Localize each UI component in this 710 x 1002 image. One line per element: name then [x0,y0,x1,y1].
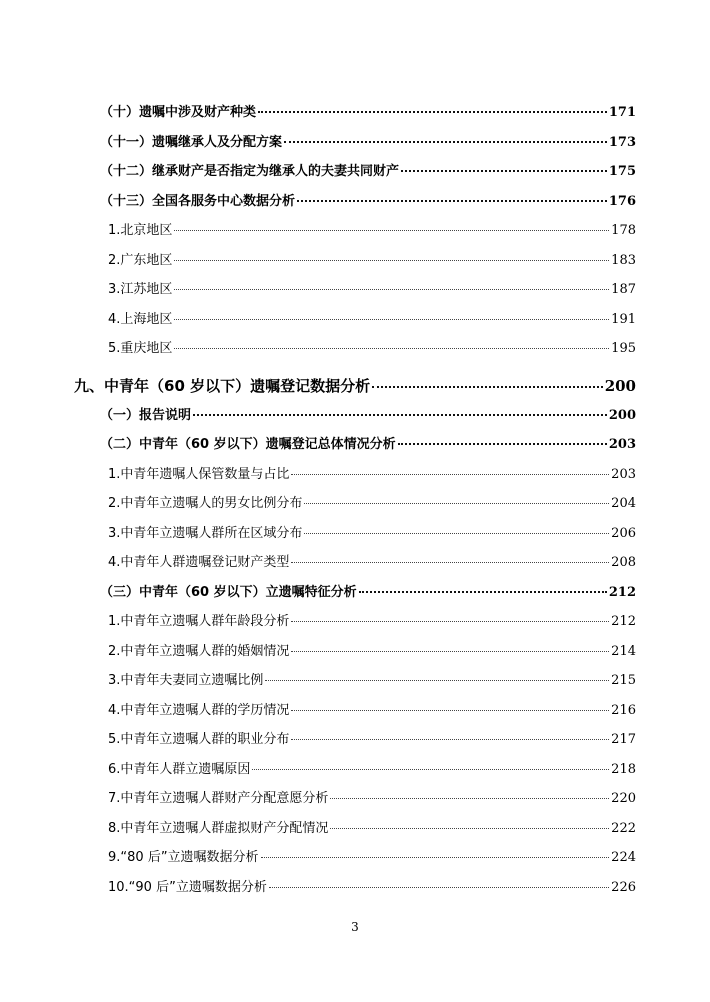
toc-page: 171 [608,105,636,120]
toc-page: 187 [611,282,636,297]
dot-leader [291,739,609,740]
toc-title: 10.“90 后”立遗嘱数据分析 [108,879,267,895]
toc-entry[interactable] [100,548,636,578]
toc-entry[interactable] [100,460,636,490]
toc-page: 220 [611,791,636,806]
toc-entry[interactable] [100,334,636,364]
dot-leader [269,887,609,888]
toc-page: 214 [611,643,636,659]
dot-leader [359,591,607,593]
toc-entry[interactable] [100,607,636,637]
toc-title: （三）中青年（60 岁以下）立遗嘱特征分析 [100,584,357,600]
toc-entry[interactable] [100,157,636,187]
dot-leader [291,562,609,563]
toc-page: 175 [608,164,636,179]
toc-page: 183 [611,252,636,268]
toc-title: 2.中青年立遗嘱人的男女比例分布 [108,496,303,511]
toc-title: （十一）遗嘱继承人及分配方案 [100,134,283,150]
toc-title: 1.中青年立遗嘱人群年龄段分析 [108,614,290,629]
toc-title: 6.中青年人群立遗嘱原因 [108,761,251,777]
toc-title: 4.上海地区 [108,311,173,327]
dot-leader [291,474,609,475]
dot-leader [291,621,609,622]
dot-leader [401,170,607,172]
toc-title: 9.“80 后”立遗嘱数据分析 [108,850,259,865]
dot-leader [265,680,609,681]
toc-entry[interactable] [100,666,636,696]
toc-page: 216 [611,702,636,718]
toc-entry[interactable] [100,489,636,519]
dot-leader [330,828,609,829]
toc-entry[interactable] [100,187,636,217]
dot-leader [291,710,609,711]
toc-title: 3.中青年夫妻同立遗嘱比例 [108,673,264,688]
toc-page: 200 [604,376,636,395]
toc-entry[interactable] [100,755,636,785]
toc-title: 3.中青年立遗嘱人群所在区域分布 [108,525,303,541]
toc-entry[interactable] [100,873,636,903]
dot-leader [304,533,609,534]
toc-page: 224 [611,850,636,865]
toc-entry[interactable] [100,128,636,158]
toc-title: 7.中青年立遗嘱人群财产分配意愿分析 [108,791,329,806]
dot-leader [330,798,609,799]
toc-page: 191 [611,311,636,327]
toc-page: 212 [611,614,636,629]
toc-entry[interactable] [100,246,636,276]
toc-entry[interactable] [100,725,636,755]
dot-leader [291,651,609,652]
toc-entry[interactable] [100,843,636,873]
toc-page: 222 [611,820,636,836]
toc-entry[interactable] [100,275,636,305]
page-number: 3 [351,920,359,934]
toc-title: （一）报告说明 [100,407,192,423]
toc-chapter-entry[interactable] [74,364,636,401]
toc-title: 3.江苏地区 [108,282,173,297]
toc-title: （二）中青年（60 岁以下）遗嘱登记总体情况分析 [100,437,396,452]
toc-title: 九、中青年（60 岁以下）遗嘱登记数据分析 [74,376,371,395]
toc-page: 226 [611,879,636,895]
toc-entry[interactable] [100,637,636,667]
toc-page: 212 [608,584,636,600]
toc-entry[interactable] [100,696,636,726]
toc-page: 204 [611,496,636,511]
dot-leader [372,386,603,388]
dot-leader [304,503,609,504]
dot-leader [193,414,607,416]
toc-title: （十）遗嘱中涉及财产种类 [100,105,257,120]
dot-leader [174,230,609,231]
dot-leader [174,348,609,349]
table-of-contents [74,98,636,902]
toc-page: 203 [608,437,636,452]
toc-page: 195 [611,341,636,356]
toc-page: 217 [611,732,636,747]
toc-page: 200 [608,407,636,423]
dot-leader [261,857,610,858]
toc-page: 215 [611,673,636,688]
toc-title: 5.重庆地区 [108,341,173,356]
toc-entry[interactable] [100,519,636,549]
toc-title: （十三）全国各服务中心数据分析 [100,193,296,209]
toc-entry[interactable] [100,98,636,128]
toc-page: 208 [611,555,636,570]
toc-page: 176 [608,193,636,209]
toc-title: 1.中青年遗嘱人保管数量与占比 [108,466,290,482]
toc-title: 1.北京地区 [108,223,173,238]
dot-leader [252,769,609,770]
toc-title: 5.中青年立遗嘱人群的职业分布 [108,732,290,747]
toc-page: 206 [611,525,636,541]
toc-page: 173 [608,134,636,150]
toc-title: 4.中青年人群遗嘱登记财产类型 [108,555,290,570]
dot-leader [174,319,609,320]
toc-entry[interactable] [100,784,636,814]
toc-title: 2.广东地区 [108,252,173,268]
toc-entry[interactable] [100,578,636,608]
toc-title: （十二）继承财产是否指定为继承人的夫妻共同财产 [100,164,400,179]
toc-page: 218 [611,761,636,777]
toc-page: 203 [611,466,636,482]
dot-leader [258,111,607,113]
dot-leader [398,443,607,445]
toc-entry[interactable] [100,814,636,844]
toc-title: 4.中青年立遗嘱人群的学历情况 [108,702,290,718]
toc-entry[interactable] [100,430,636,460]
dot-leader [174,289,609,290]
toc-entry[interactable] [100,216,636,246]
toc-title: 2.中青年立遗嘱人群的婚姻情况 [108,643,290,659]
toc-page: 178 [611,223,636,238]
dot-leader [297,200,607,202]
dot-leader [284,141,607,143]
toc-title: 8.中青年立遗嘱人群虚拟财产分配情况 [108,820,329,836]
dot-leader [174,260,609,261]
toc-entry[interactable] [100,305,636,335]
